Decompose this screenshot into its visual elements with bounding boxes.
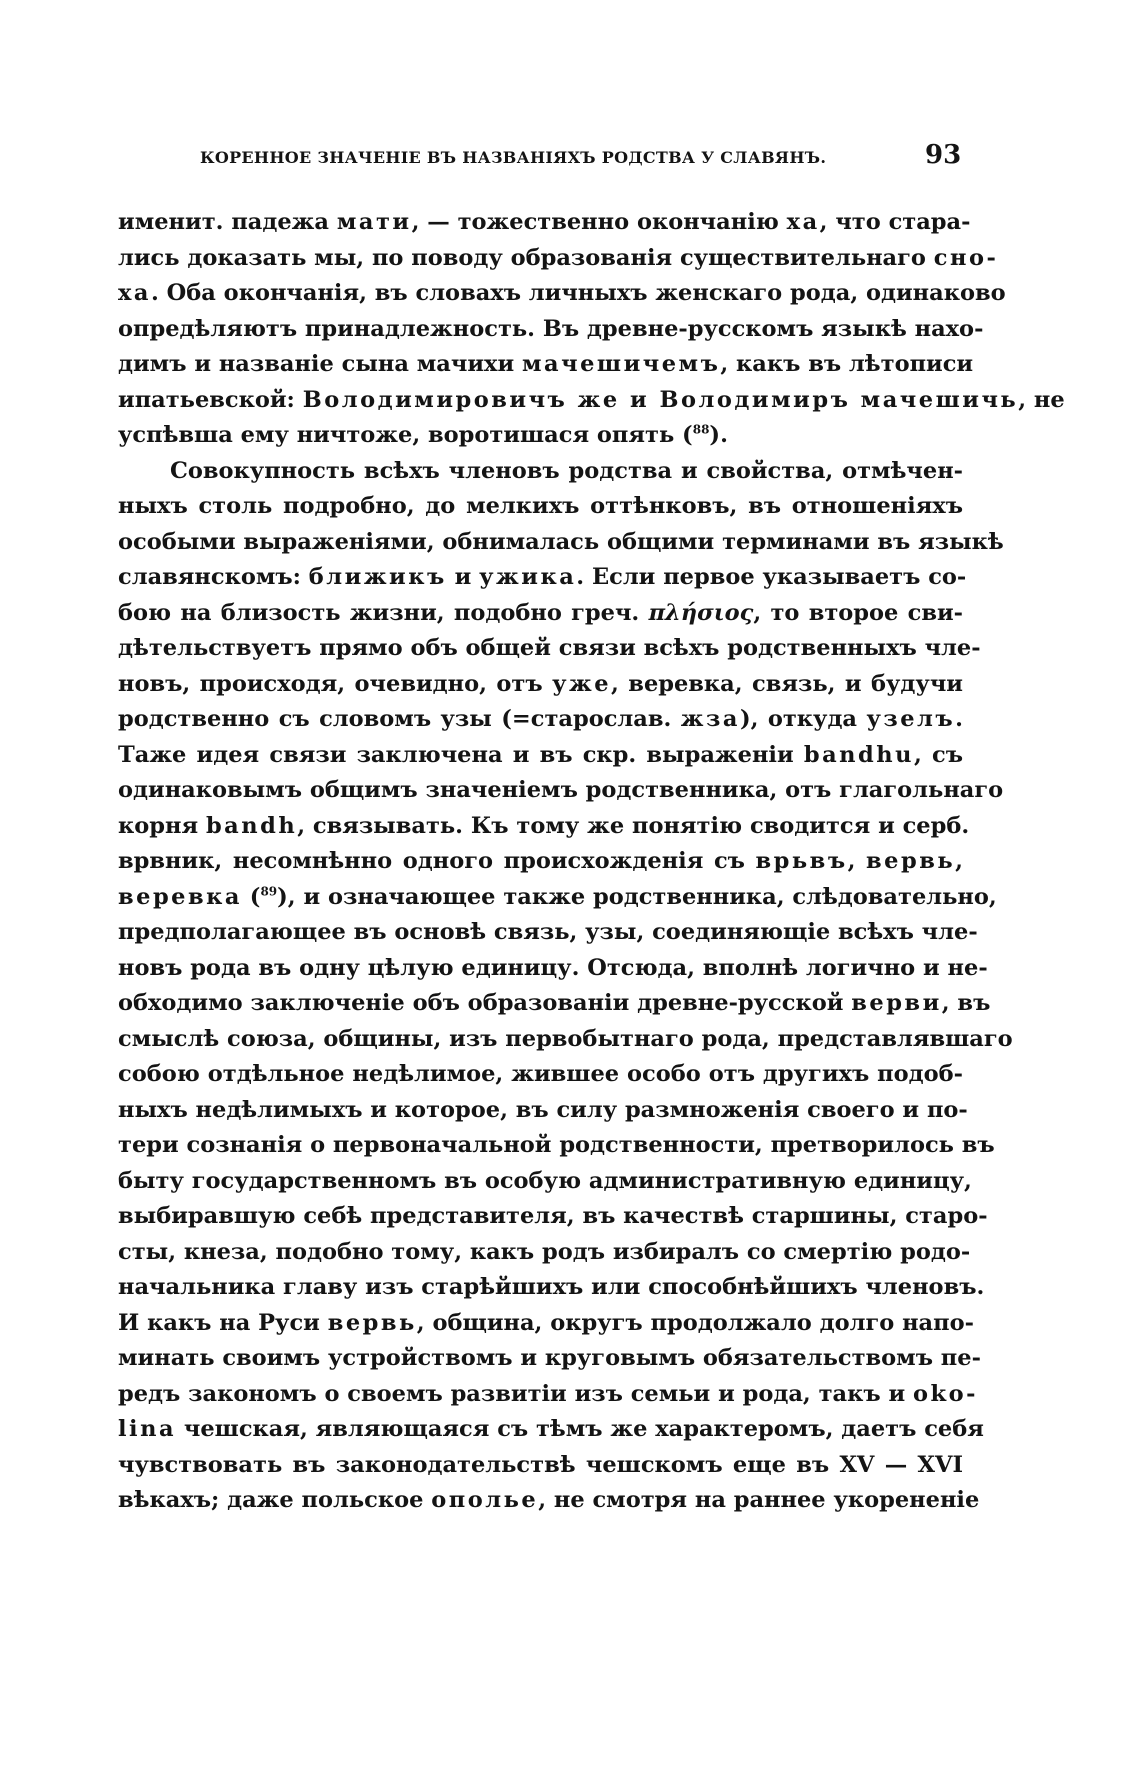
text-line: вѣкахъ; даже польское ополье, не смотря на раннее укорененіе [118, 1487, 980, 1513]
text-line: бою на близость жизни, подобно греч. πλήσιος, то второе сви- [118, 599, 963, 626]
footnote-ref-89: 89 [260, 884, 278, 898]
text-line: одинаковымъ общимъ значеніемъ родственника, отъ глагольнаго [118, 777, 1004, 803]
text-line: ха. Оба окончанія, въ словахъ личныхъ женскаго рода, одинаково [118, 280, 1006, 306]
text-line: Таже идея связи заключена и въ скр. выраженіи bandhu, съ [118, 741, 963, 768]
text-line: сты, кнеза, подобно тому, какъ родъ избиралъ со смертію родо- [118, 1238, 971, 1265]
text-line: смыслѣ союза, общины, изъ первобытнаго рода, представлявшаго [118, 1025, 1013, 1052]
text-line: начальника главу изъ старѣйшихъ или способнѣйшихъ членовъ. [118, 1274, 985, 1300]
text-line: веревка ($^{89}$), и означающее также родственника, слѣдовательно, [118, 883, 997, 910]
text-line: опредѣляютъ принадлежность. Въ древне-русскомъ языкѣ нахо- [118, 315, 984, 342]
text-line: ныхъ недѣлимыхъ и которое, въ силу размноженія своего и по- [118, 1096, 968, 1123]
text-line: быту государственномъ въ особую административную единицу, [118, 1167, 972, 1194]
text-line: именит. падежа мати, — тожественно окончанію ха, что стара- [118, 209, 971, 235]
text-line: дѣтельствуетъ прямо объ общей связи всѣхъ родственныхъ чле- [118, 635, 981, 661]
text-line: новъ рода въ одну цѣлую единицу. Отсюда, вполнѣ логично и не- [118, 954, 988, 981]
text-line: выбиравшую себѣ представителя, въ качествѣ старшины, старо- [118, 1203, 988, 1229]
text-line: ипатьевской: Володимировичъ же и Володимиръ мачешичь, не [118, 386, 1065, 413]
text-line: Совокупность всѣхъ членовъ родства и свойства, отмѣчен- [170, 457, 963, 484]
text-line: славянскомъ: ближикъ и ужика. Если первое указываетъ со- [118, 564, 967, 590]
text-line: лись доказать мы, по поводу образованія существительнаго сно- [118, 244, 999, 271]
text-line: чувствовать въ законодательствѣ чешскомъ еще въ XV — XVI [118, 1451, 963, 1478]
text-line: врвник, несомнѣнно одного происхожденія съ врьвъ, вервь, [118, 848, 963, 874]
text-line: минать своимъ устройствомъ и круговымъ обязательствомъ пе- [118, 1345, 981, 1371]
text-line: lina чешская, являющаяся съ тѣмъ же характеромъ, даетъ себя [118, 1416, 984, 1442]
text-line: обходимо заключеніе объ образованіи древне-русской верви, въ [118, 990, 991, 1016]
text-line: ныхъ столь подробно, до мелкихъ оттѣнковъ, въ отношеніяхъ [118, 493, 963, 519]
page-number: 93 [925, 140, 962, 170]
paragraph-2 [118, 454, 1013, 1519]
running-head: КОРЕННОЕ ЗНАЧЕНІЕ ВЪ НАЗВАНІЯХЪ РОДСТВА У СЛАВЯНЪ. [200, 148, 827, 167]
text-line: И какъ на Руси вервь, община, округъ продолжало долго напо- [118, 1309, 974, 1336]
text-line: редъ закономъ о своемъ развитіи изъ семьи и рода, такъ и oko- [118, 1380, 978, 1407]
text-line: тери сознанія о первоначальной родственности, претворилось въ [118, 1132, 995, 1158]
text-line: новъ, происходя, очевидно, отъ уже, веревка, связь, и будучи [118, 670, 963, 697]
text-line: особыми выраженіями, обнималась общими терминами въ языкѣ [118, 528, 1004, 555]
footnote-ref-88: 88 [692, 422, 710, 437]
text-line: родственно съ словомъ узы (=старослав. жза), откуда узелъ. [118, 706, 963, 732]
text-line: собою отдѣльное недѣлимое, жившее особо отъ другихъ подоб- [118, 1061, 963, 1087]
text-line: предполагающее въ основѣ связь, узы, соединяющіе всѣхъ чле- [118, 919, 978, 945]
text-line: корня bandh, связывать. Къ тому же понятію сводится и серб. [118, 812, 970, 839]
paragraph-1 [118, 205, 1065, 454]
text-line: успѣвша ему ничтоже, воротишася опять ($^{88}$). [118, 422, 728, 448]
text-line: димъ и названіе сына мачихи мачешичемъ, какъ въ лѣтописи [118, 351, 974, 377]
greek-word: πλήσιος [648, 599, 754, 626]
body-text [118, 205, 1065, 1519]
